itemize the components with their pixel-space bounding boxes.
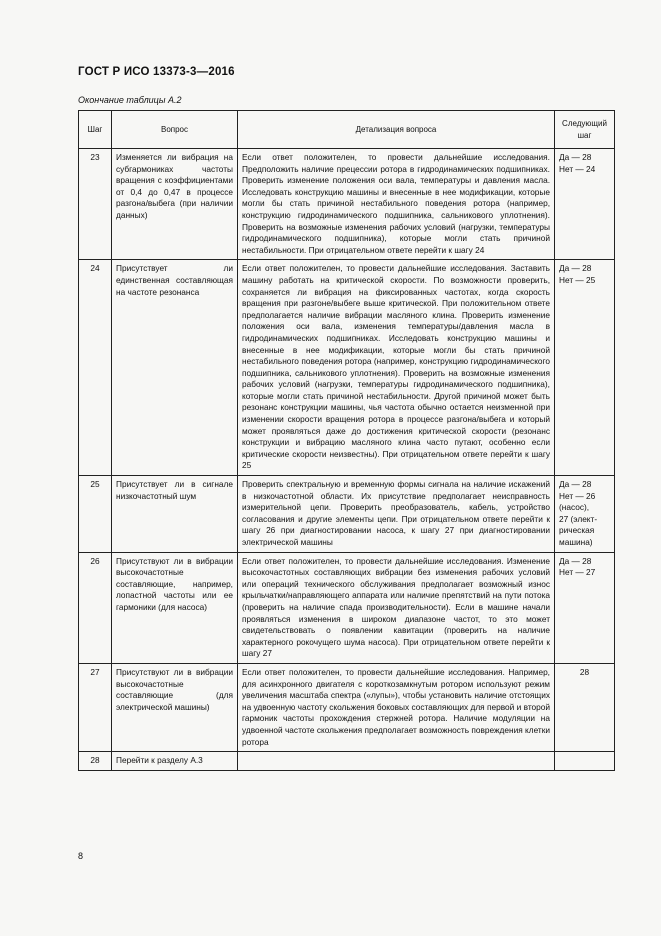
next-step-cell: Да — 28 Нет — 27	[555, 552, 615, 663]
next-step-cell: Да — 28 Нет — 25	[555, 260, 615, 476]
next-step-cell: Да — 28 Нет — 24	[555, 149, 615, 260]
detail-cell	[238, 752, 555, 771]
step-cell: 26	[79, 552, 112, 663]
page-number: 8	[78, 851, 84, 861]
step-cell: 27	[79, 663, 112, 751]
table-row	[79, 149, 615, 260]
question-cell: Перейти к разделу А.3	[112, 752, 238, 771]
question-cell: Присутствуют ли в вибрации высокочастотные составляющие, например, лопастной частоты или ее гармоники (для насоса)	[112, 552, 238, 663]
column-header-detail: Детализация вопроса	[238, 111, 555, 149]
diagnostic-steps-table	[78, 110, 615, 771]
question-cell: Присутствуют ли в вибрации высокочастотные составляющие (для электрической машины)	[112, 663, 238, 751]
detail-cell: Если ответ положителен, то провести дальнейшие исследования. Изменение высокочастотных составляющих вибрации без изменения рабочих условий или операций технического обслуживания предполагает возможный износ крыльчатки/направляющего аппарата или наличие препятствий на пути потока (проверить на наличие спада производительности). Если в машине начали проявляться изменения в широком диапазоне частот, то это может свидетельствовать о появлении кавитации (проверить на наличие характерного рокочущего шума насоса). При отрицательном ответе перейти к шагу 27	[238, 552, 555, 663]
table-row	[79, 552, 615, 663]
next-step-cell: Да — 28 Нет — 26 (насос), 27 (элект- рическая машина)	[555, 476, 615, 553]
step-cell: 28	[79, 752, 112, 771]
table-row	[79, 752, 615, 771]
step-cell: 25	[79, 476, 112, 553]
question-cell: Присутствует ли в сигнале низкочастотный шум	[112, 476, 238, 553]
next-step-cell: 28	[555, 663, 615, 751]
table-row	[79, 663, 615, 751]
document-title: ГОСТ Р ИСО 13373-3—2016	[78, 66, 235, 78]
next-step-cell	[555, 752, 615, 771]
table-row	[79, 476, 615, 553]
column-header-next-step: Следующий шаг	[555, 111, 615, 149]
detail-cell: Если ответ положителен, то провести дальнейшие исследования. Например, для асинхронного двигателя с короткозамкнутым ротором используют режим увеличения масштаба спектра («лупы»), чтобы установить наличие отстоящих на удвоенную частоту скольжения боковых составляющих для первой и второй гармоник частоты прохождения стержней ротора. Наличие модуляции на удвоенной частоте скольжения предполагает возможность повреждения клетки ротора	[238, 663, 555, 751]
table-row	[79, 260, 615, 476]
question-cell: Изменяется ли вибрация на субгармониках частоты вращения с коэффициентами от 0,4 до 0,47 в процессе разгона/выбега (при наличии данных)	[112, 149, 238, 260]
question-cell: Присутствует ли единственная составляющая на частоте резонанса	[112, 260, 238, 476]
detail-cell: Если ответ положителен, то провести дальнейшие исследования. Заставить машину работать на критической скорости. По возможности проверить, сохраняется ли вибрация на фиксированных частотах, когда скорость вращения при разгоне/выбеге выше критической. При положительном ответе предполагается наличие вибрации масляного клина. Проверить изменение положения оси вала, изменения температуры/давления масла в гидродинамических подшипниках. Исследовать конструкцию машины и внесенные в нее модификации, которые могли бы стать причиной нестабильного поведения ротора (например, конструкцию гидродинамического подшипника, сальникового уплотнения). Проверить на возможные изменения рабочих условий (нагрузки, температуры гидродинамического подшипника), которые могли стать причиной нестабильности. Другой причиной может быть резонанс конструкции машины, чья частота обычно остается неизменной при изменении скорости вращения ротора в процессе разгона/выбега и который может проявляться даже до достижения критической скорости (резонанс конструкции и вибрацию масляного клина часто путают, особенно если критические скорости неизвестны). При отрицательном ответе перейти к шагу 25	[238, 260, 555, 476]
step-cell: 23	[79, 149, 112, 260]
table-caption: Окончание таблицы А.2	[78, 95, 182, 105]
detail-cell: Если ответ положителен, то провести дальнейшие исследования. Предположить наличие прецессии ротора в гидродинамических подшипниках. Проверить изменение положения оси вала, температуры и давления масла. Исследовать конструкцию машины и внесенные в нее модификации, которые могли бы стать причиной нестабильного поведения ротора (например, конструкцию гидродинамического подшипника, сальникового уплотнения). Проверить на возможные изменения рабочих условий (нагрузки, температуры гидродинамического подшипника), которые могли стать причиной нестабильности. При отрицательном ответе перейти к шагу 24	[238, 149, 555, 260]
column-header-question: Вопрос	[112, 111, 238, 149]
step-cell: 24	[79, 260, 112, 476]
table-header-row	[79, 111, 615, 149]
detail-cell: Проверить спектральную и временную формы сигнала на наличие искажений в низкочастотной области. Их присутствие предполагает неисправность измерительной цепи. Проверить преобразователь, кабель, устройство согласования и другие элементы цепи. При отрицательном ответе перейти к шагу 26 при диагностировании насоса, к шагу 27 при диагностировании электрической машины	[238, 476, 555, 553]
column-header-step: Шаг	[79, 111, 112, 149]
